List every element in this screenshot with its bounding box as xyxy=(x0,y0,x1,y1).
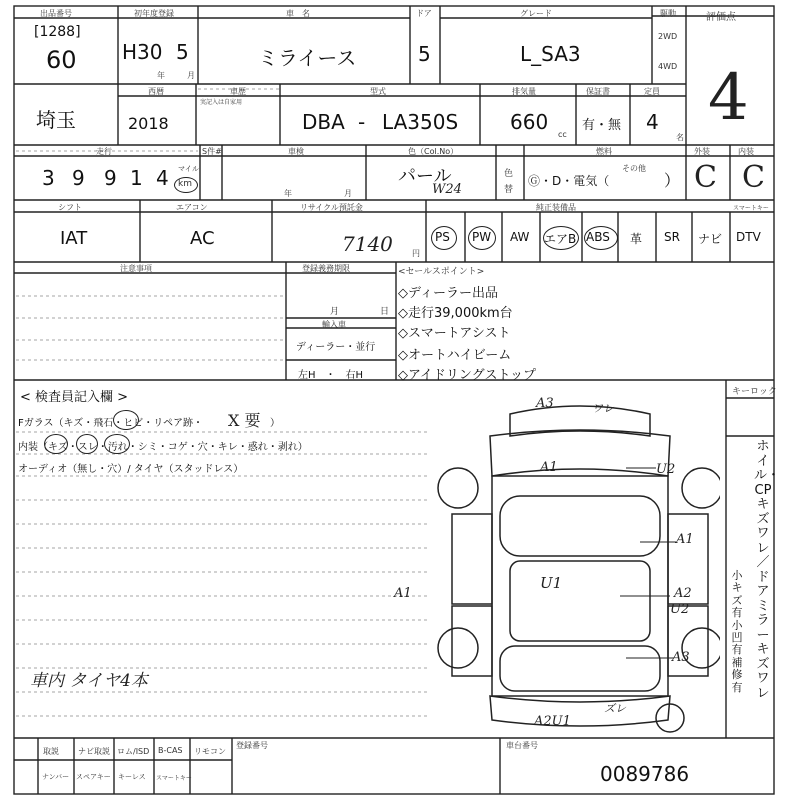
seats: 4 xyxy=(646,110,659,134)
import-label: 輸入車 xyxy=(322,320,346,329)
insp-month: 月 xyxy=(344,189,352,198)
rear-left-wheel-shape xyxy=(438,628,478,668)
lot-no-label: 出品番号 xyxy=(40,9,72,18)
equip-label: 純正装備品 xyxy=(536,203,576,212)
left-front-door-shape xyxy=(452,514,492,604)
first-reg-label: 初年度登録 xyxy=(134,9,174,18)
seats-unit: 名 xyxy=(676,133,684,142)
equip-aw: AW xyxy=(510,230,530,244)
model: LA350S xyxy=(382,110,459,134)
equip-pw: PW xyxy=(472,230,492,244)
exterior-label: 外装 xyxy=(694,147,710,156)
color-change-2: 替 xyxy=(504,185,514,195)
recycle-label: リサイクル預託金 xyxy=(300,203,363,212)
model-label: 型式 xyxy=(370,87,386,96)
footer-equip: リモコン xyxy=(194,747,226,756)
cc: 660 xyxy=(510,110,549,134)
color: パール xyxy=(398,166,452,187)
reg-month: 5 xyxy=(176,40,189,64)
color-change-1: 色 xyxy=(504,169,514,179)
equip-abs-circle xyxy=(584,226,618,250)
shift: IAT xyxy=(60,228,88,249)
registration-no-label: 登録番号 xyxy=(236,741,268,750)
footer-equip: ロム/ISD xyxy=(117,747,150,756)
region: 埼玉 xyxy=(36,108,76,132)
mileage-digit: 3 xyxy=(42,166,55,190)
cc-label: 排気量 xyxy=(512,87,536,96)
shift-label: シフト xyxy=(58,203,82,212)
car-name-label: 車 名 xyxy=(286,9,310,18)
western-label: 西暦 xyxy=(148,87,164,96)
car-name: ミライース xyxy=(258,46,357,70)
selling-point: ◇走行39,000km台 xyxy=(398,306,513,321)
mark-right-fender: U2 xyxy=(656,462,676,477)
history-label: 車歴 xyxy=(230,87,246,96)
footer-equip: B-CAS xyxy=(158,746,183,755)
chassis-label: 車台番号 xyxy=(506,741,538,750)
inspector-line1-mark: X 要 xyxy=(228,411,261,430)
hood-shape xyxy=(490,430,670,476)
mark-right-rear-door: A2 xyxy=(674,586,692,601)
selling-point: ◇ディーラー出品 xyxy=(398,286,498,301)
fuel-close: ） xyxy=(664,171,681,190)
equip-pw-circle xyxy=(468,226,496,250)
warranty: 有・無 xyxy=(582,118,622,133)
doors: 5 xyxy=(418,42,431,66)
equip-airbag-circle xyxy=(543,226,579,250)
mileage-label: 走行 xyxy=(96,147,112,156)
western-year: 2018 xyxy=(128,114,169,133)
inspector-line1-close: ） xyxy=(270,418,280,429)
selling-point: ◇アイドリングストップ xyxy=(398,368,537,383)
ac: AC xyxy=(190,228,215,249)
fuel-options: Ⓖ・D・電気（ xyxy=(528,174,610,188)
selling-label: <セールスポイント> xyxy=(398,267,485,277)
mileage-mile: マイル xyxy=(178,165,199,173)
left-rear-door-shape xyxy=(452,606,492,676)
selling-point: ◇オートハイビーム xyxy=(398,348,512,363)
inspector-line3: オーディオ（無し・穴）/ タイヤ（スタッドレス） xyxy=(18,464,244,475)
body-outline xyxy=(492,476,668,696)
door-label: ドア xyxy=(416,9,432,18)
side-text-2: 小キズ有 小凹有 補修有 xyxy=(731,569,754,694)
equip-ps-circle xyxy=(431,226,457,250)
warranty-label: 保証書 xyxy=(586,87,610,96)
keyless-label: スマートキー xyxy=(733,205,769,212)
insp-year: 年 xyxy=(284,189,292,198)
windshield-shape xyxy=(500,496,660,556)
mileage-digit: 9 xyxy=(72,166,85,190)
equip-sr: SR xyxy=(664,230,680,244)
footer-equip: スペアキー xyxy=(76,773,111,781)
inspection-label: 車検 xyxy=(288,147,304,156)
seats-label: 定員 xyxy=(644,87,660,96)
import-value: ディーラー・並行 xyxy=(296,342,376,353)
lot-no: 60 xyxy=(46,46,77,74)
footer-equip: ナビ取説 xyxy=(78,747,110,756)
mark-rear-bumper: A2U1 xyxy=(534,714,571,729)
wear-circle xyxy=(76,434,98,454)
mark-front-top: A3 xyxy=(536,396,554,411)
front-right-wheel-shape xyxy=(682,468,720,508)
mark-rear-note: ズレ xyxy=(604,702,626,715)
color-code: W24 xyxy=(432,182,462,197)
inspector-line2: 内装（キズ・スレ・汚れ・シミ・コゲ・穴・キレ・惑れ・剥れ） xyxy=(18,442,308,453)
drive-2wd: 2WD xyxy=(658,32,678,41)
mark-right-front-door: A1 xyxy=(676,532,694,547)
grade-label: グレード xyxy=(520,9,552,18)
grade: L_SA3 xyxy=(520,42,581,66)
footer-equip: スマートキー xyxy=(156,775,192,782)
mileage-note: S件# xyxy=(202,147,222,156)
mark-right-rear: A3 xyxy=(672,650,690,665)
registration-label: 登録義務期限 xyxy=(302,264,350,273)
mark-right-rear-door-2: U2 xyxy=(670,602,690,617)
side-text: ホイル・CPキズワレ／ドアミラーキズワレ xyxy=(754,439,781,701)
equip-dtv: DTV xyxy=(736,230,761,244)
caution-label: 注意事項 xyxy=(120,264,152,273)
model-prefix: DBA xyxy=(302,110,345,134)
exterior: C xyxy=(694,160,717,195)
score: 4 xyxy=(708,61,749,135)
recycle: 7140 xyxy=(342,232,393,256)
chassis-no: 0089786 xyxy=(600,762,690,786)
equip-leather: 革 xyxy=(630,232,643,246)
inspector-line1: Fガラス（キズ・飛石・ヒビ・リペア跡・ xyxy=(18,418,204,429)
reg-month: 月 xyxy=(330,307,340,317)
recycle-unit: 円 xyxy=(412,249,420,258)
fuel-label: 燃料 xyxy=(596,147,612,156)
rear-bumper-shape xyxy=(490,696,670,726)
interior-label: 内装 xyxy=(738,147,754,156)
dirt-circle xyxy=(104,434,130,454)
mileage-digit: 4 xyxy=(156,166,169,190)
equip-ps: PS xyxy=(435,230,450,244)
cc-unit: cc xyxy=(558,130,567,139)
mileage-digit: 1 xyxy=(130,166,143,190)
mark-front-top-note: ワレ xyxy=(592,402,614,415)
key-lock-label: キーロック xyxy=(732,387,777,397)
drive-label: 駆動 xyxy=(660,9,676,18)
front-left-wheel-shape xyxy=(438,468,478,508)
handwritten-note: 車内 タイヤ4本 xyxy=(30,671,148,691)
selling-point: ◇スマートアシスト xyxy=(398,326,511,341)
rear-window-shape xyxy=(500,646,660,691)
mark-left-side: A1 xyxy=(394,586,412,601)
history-sub: 実記入は自家用 xyxy=(200,99,243,106)
color-label: 色（Col.No） xyxy=(408,147,459,156)
footer-equip: ナンバー xyxy=(42,773,70,781)
mileage-unit: km xyxy=(178,179,192,189)
scratch-circle xyxy=(44,434,68,454)
reg-year: H30 xyxy=(122,40,163,64)
drive-4wd: 4WD xyxy=(658,62,678,71)
lot-no-code: [1288] xyxy=(34,24,81,40)
model-dash: - xyxy=(358,110,366,134)
reg-day: 日 xyxy=(380,307,390,317)
fuel-other: その他 xyxy=(622,164,646,173)
month-unit: 月 xyxy=(187,71,195,80)
steering: 左H ・ 右H xyxy=(298,370,364,381)
car-diagram xyxy=(430,396,720,736)
roof-shape xyxy=(510,561,650,641)
chip-circle xyxy=(113,410,139,430)
mileage-digit: 9 xyxy=(104,166,117,190)
equip-navi: ナビ xyxy=(698,232,723,246)
equip-airbag: エアB xyxy=(544,232,577,246)
year-unit: 年 xyxy=(157,71,165,80)
mark-roof: U1 xyxy=(540,574,563,592)
spare-wheel-shape xyxy=(656,704,684,732)
inspector-title: < 検査員記入欄 > xyxy=(20,390,129,405)
footer-equip: キーレス xyxy=(118,773,146,781)
equip-abs: ABS xyxy=(586,230,610,244)
interior: C xyxy=(742,160,765,195)
score-label: 評価点 xyxy=(706,12,736,23)
ac-label: エアコン xyxy=(176,203,208,212)
mark-hood: A1 xyxy=(540,460,558,475)
footer-equip: 取説 xyxy=(43,747,59,756)
